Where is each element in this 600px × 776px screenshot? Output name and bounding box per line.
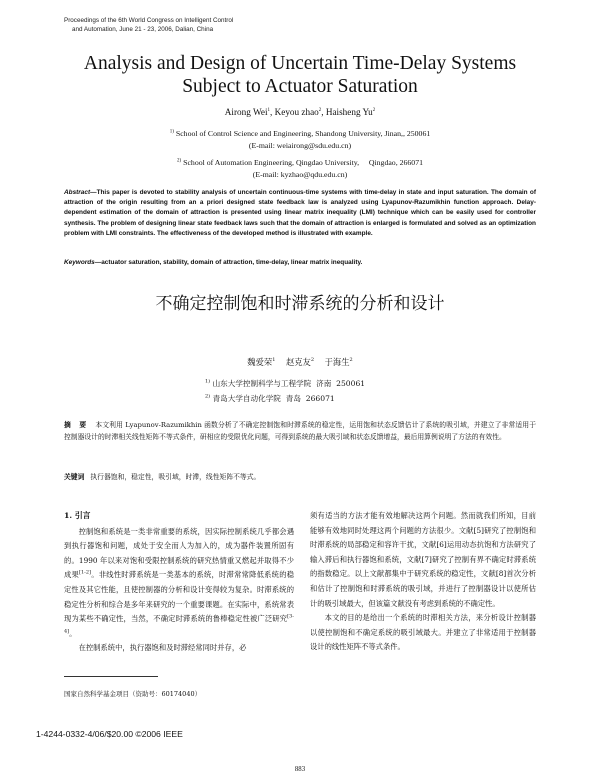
cn-keywords-label: 关键词 <box>64 473 85 481</box>
author-list: Airong Wei$^1$, Keyou zhao$^2$, Haisheng Yu$^2$ <box>224 107 376 117</box>
footnote-rule <box>64 676 158 677</box>
cn-author-name: 赵克友 <box>285 357 311 367</box>
affiliation-2 <box>0 158 600 168</box>
proceedings-line-2: and Automation, June 21 - 23, 2006, Dalian, China <box>72 26 214 33</box>
affiliation-1 <box>0 129 600 139</box>
chinese-affiliation-1 <box>205 378 365 389</box>
isbn-line: 1-4244-0332-4/06/$20.00 ©2006 IEEE <box>36 729 183 739</box>
keywords-dash: — <box>94 259 102 266</box>
abstract <box>64 188 536 239</box>
cn-abstract-text: 本文利用 Lyapunov-Razumikhin 函数分析了不确定控制饱和时滞系统的稳定性，运用饱和状态反馈估计了系统的吸引域，并建立了非常适用于控制器设计的时滞相关线性矩阵不等式条件，研相应的受限优化问题，可得到系统的最大吸引域和状态反馈增益，最后用算例说明了方法的有效性。 <box>64 421 536 441</box>
cn-author-name: 于海生 <box>324 357 350 367</box>
title-line-1: Analysis and Design of Uncertain Time-Delay Systems <box>83 53 517 74</box>
chinese-author-list <box>0 356 600 368</box>
proceedings-line-1: Proceedings of the 6th World Congress on Intelligent Control <box>64 17 234 24</box>
page-number: 883 <box>294 766 306 773</box>
citation: [1-2] <box>79 569 91 576</box>
chinese-title: 不确定控制饱和时滞系统的分析和设计 <box>155 294 445 314</box>
chinese-abstract <box>64 419 536 443</box>
keywords-text: actuator saturation, stability, domain of attraction, time-delay, linear matrix inequality. <box>101 259 363 266</box>
left-paragraph-1-text-c: 。 <box>69 628 77 638</box>
cn-abstract-label: 摘 要 <box>64 421 90 429</box>
cn-keywords-text: 执行器饱和，稳定性，吸引域，时滞，线性矩阵不等式。 <box>90 473 261 481</box>
cn-affiliation-mark: 1) <box>205 378 211 385</box>
author-name: Keyou zhao <box>274 107 319 117</box>
cn-author-mark: 1 <box>272 357 276 364</box>
left-paragraph-1-text-a: 控制饱和系统是一类非常重要的系统，因实际控制系统几乎都会遇到执行器饱和问题，成处于安全而人为加入的，成为器件装置所固有的。1990 年以来对饱和受限控制系统的研究热情重又燃起并取得不少成果 <box>64 526 294 580</box>
funding-footnote: 国家自然科学基金项目（资助号：60174040） <box>64 690 202 698</box>
right-paragraph-1: 须有适当的方法才能有效地解决这两个问题。然而就我们所知，目前能够有效地同时处理这两个问题的方法很少。文献[5]研究了控制饱和时滞系统的局部稳定和容许干扰，文献[6]运用动态抗饱和方法研究了输入滞后和执行器饱和系统，文献[7]研究了控制有界不确定时滞系统的指数稳定。以上文献都集中于研究系统的稳定性，文献[8]首次分析和估计了控制饱和时滞系统的吸引域，并进行了控制器设计以使所估计的吸引域最大，但该篇文献没有考虑到系统的不确定性。 <box>310 511 536 608</box>
author-mark: 2 <box>318 107 322 113</box>
chinese-affiliation-2 <box>205 393 335 404</box>
paper-title <box>0 52 600 98</box>
left-column <box>64 509 294 656</box>
abstract-text: This paper is devoted to stability analysis of uncertain continuous-time systems with time-delay in state and input saturation. The domain of attraction of the origin resulting from an a priori designed state feedback law is analyzed using Lyapunov-Razumikhin function approach. Delay-dependent estimation of the domain of attraction is presented using linear matrix inequality (LMI) technique which can be easily used for controller synthesis. The problem of designing linear state feedback laws such that the domain of attraction is enlarged is formulated and solved as an optimization problem with LMI constraints. The effectiveness of the developed method is illustrated with example. <box>64 189 536 237</box>
abstract-label: Abstract <box>64 189 91 196</box>
right-column <box>310 509 536 655</box>
affiliation-1-email: (E-mail: weiairong@sdu.edu.cn) <box>248 141 352 150</box>
affiliation-text: School of Control Science and Engineering, Shandong University, Jinan,, 250061 <box>175 129 431 138</box>
keywords-label: Keywords <box>64 259 95 266</box>
author-mark: 1 <box>267 107 271 113</box>
cn-affiliation-text: 山东大学控制科学与工程学院 济南 250061 <box>212 379 366 388</box>
author-mark: 2 <box>372 107 376 113</box>
abstract-dash: — <box>90 189 97 196</box>
keywords <box>64 259 536 266</box>
left-paragraph-1-text-b: 。非线性时滞系统是一类基本的系统，时滞常常降低系统的稳定性及其它性能，且使控制器的分析和设计变得较为复杂。时滞系统的稳定性分析和综合是多年来研究的一个重要课题。在实际中，系统常表现为某些不确定性，当然，不确定时滞系统的鲁棒稳定性被广泛研究 <box>64 570 295 624</box>
cn-affiliation-mark: 2) <box>205 393 211 400</box>
title-line-2: Subject to Actuator Saturation <box>182 76 418 97</box>
affiliation-2-email: (E-mail: kyzhao@qdu.edu.cn) <box>252 170 348 179</box>
affiliation-text: School of Automation Engineering, Qingdao University, Qingdao, 266071 <box>183 158 423 167</box>
cn-author-name: 魏爱荣 <box>247 357 273 367</box>
left-paragraph-2: 在控制系统中，执行器饱和及时滞经常同时并存，必 <box>78 643 247 653</box>
cn-author-mark: 2 <box>310 357 315 364</box>
cn-author-mark: 2 <box>349 357 353 364</box>
author-name: Airong Wei <box>224 107 268 117</box>
affiliation-mark: 1) <box>169 129 174 135</box>
author-name: Haisheng Yu <box>325 107 373 117</box>
section-heading: 1. 引言 <box>64 511 91 520</box>
citation: [3-4] <box>64 613 294 635</box>
chinese-keywords <box>64 471 536 481</box>
right-paragraph-2: 本文的目的是给出一个系统的时滞相关方法，来分析设计控制器以使控制饱和不确定系统的吸引域最大。并建立了非常适用于控制器设计的线性矩阵不等式条件。 <box>310 613 536 652</box>
left-paragraph-1 <box>64 525 294 642</box>
cn-affiliation-text: 青岛大学自动化学院 青岛 266071 <box>212 394 335 403</box>
affiliation-mark: 2) <box>177 158 182 164</box>
proceedings-header <box>64 16 233 34</box>
